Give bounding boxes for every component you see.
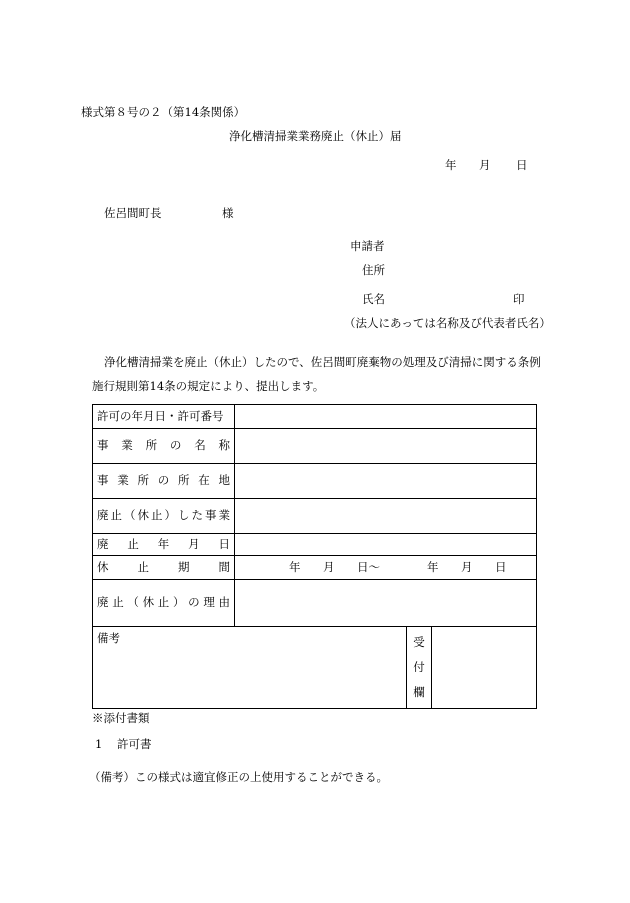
label-office-name: 事 業 所 の 名 称	[93, 429, 235, 464]
attachments-title: ※添付書類	[92, 711, 150, 725]
row-abolished-business	[93, 499, 537, 534]
applicant-label: 申請者	[350, 239, 385, 253]
body-line-1: 浄化槽清掃業を廃止（休止）したので、佐呂間町廃棄物の処理及び清掃に関する条例	[104, 355, 541, 369]
form-table	[92, 404, 537, 709]
row-abolish-date	[93, 534, 537, 556]
label-reason: 廃 止 （ 休 止 ） の 理 由	[93, 580, 235, 627]
row-reason	[93, 580, 537, 627]
label-office-location: 事 業 所 の 所 在 地	[93, 464, 235, 499]
attachment-text: 許可書	[117, 737, 152, 751]
reception-label: 受 付 欄	[407, 627, 432, 708]
row-suspension-period	[93, 556, 537, 580]
attachment-item-1	[95, 739, 152, 751]
field-office-name[interactable]	[235, 429, 537, 464]
field-abolished-business[interactable]	[235, 499, 537, 534]
addressee-honorific: 様	[222, 206, 234, 220]
attachment-number: 1	[95, 737, 103, 751]
label-suspension-period: 休 止 期 間	[93, 556, 235, 580]
field-permit-date-number[interactable]	[235, 405, 537, 429]
date-month: 月	[479, 158, 491, 172]
field-reason[interactable]	[235, 580, 537, 627]
field-abolish-date[interactable]	[235, 534, 537, 556]
label-abolish-date: 廃 止 年 月 日	[93, 534, 235, 556]
remarks-field[interactable]	[93, 627, 407, 708]
field-suspension-period[interactable]: 年 月 日〜 年 月 日	[235, 556, 537, 580]
applicant-address-label: 住所	[362, 263, 385, 277]
label-abolished-business: 廃 止 （ 休 止 ） し た 事 業	[93, 499, 235, 534]
field-office-location[interactable]	[235, 464, 537, 499]
row-permit	[93, 405, 537, 429]
applicant-name-label: 氏名	[362, 292, 385, 306]
corporation-note: （法人にあっては名称及び代表者氏名）	[344, 316, 551, 330]
row-office-name	[93, 429, 537, 464]
body-line-2: 施行規則第14条の規定により、提出します。	[92, 379, 325, 393]
document-title: 浄化槽清掃業業務廃止（休止）届	[229, 129, 402, 143]
date-year: 年	[445, 158, 457, 172]
body-text	[92, 350, 562, 398]
date-day: 日	[516, 158, 528, 172]
footnote: （備考）この様式は適宜修正の上使用することができる。	[89, 770, 388, 784]
label-permit-date-number: 許可の年月日・許可番号	[93, 405, 235, 429]
form-number: 様式第８号の２（第14条関係）	[81, 105, 246, 119]
addressee	[104, 208, 234, 220]
remarks-label: 備考	[97, 631, 120, 645]
addressee-name: 佐呂間町長	[104, 206, 162, 220]
row-office-location	[93, 464, 537, 499]
row-remarks	[93, 627, 537, 709]
reception-field	[432, 627, 537, 708]
seal-mark: 印	[513, 292, 525, 306]
submission-date	[445, 160, 528, 172]
